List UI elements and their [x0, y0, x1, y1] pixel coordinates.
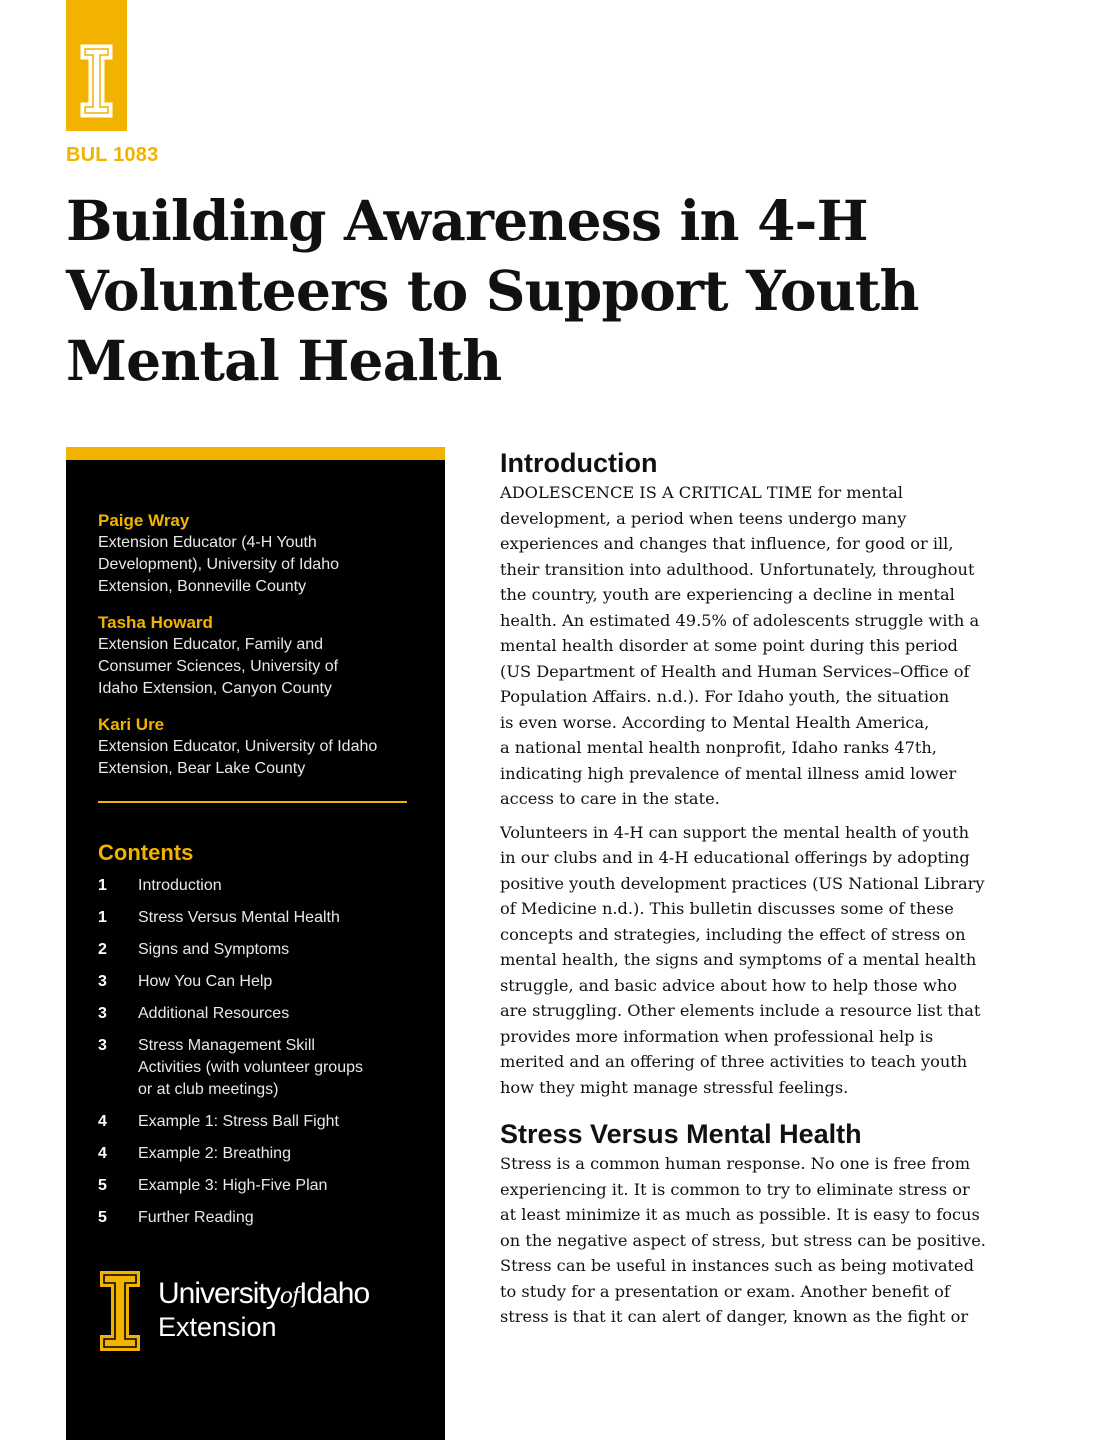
toc-item-additional-resources[interactable]: [98, 1003, 418, 1025]
author-affiliation: Consumer Sciences, University of: [98, 658, 339, 675]
toc-page-number: 3: [98, 1037, 107, 1054]
paragraph: Volunteers in 4-H can support the mental health of youth in our clubs and in 4-H educational offerings by adopting positive youth development practices (US National Library of Medicine n.d.). This bulletin discusses some of these concepts and strategies, including the effect of stress on mental health, the signs and symptoms of a mental health struggle, and basic advice about how to help those who are struggling. Other elements include a resource list that provides more information when professional help is merited and an offering of three activities to teach youth how they might manage stressful feelings.: [500, 822, 985, 1097]
title-line: Building Awareness in 4-H: [66, 188, 868, 253]
toc-item-example-2[interactable]: [98, 1143, 418, 1165]
toc-item-stress-versus-mental-health[interactable]: [98, 907, 418, 929]
toc-label: Example 1: Stress Ball Fight: [138, 1113, 339, 1130]
idaho-block-i-icon: [98, 1269, 142, 1353]
toc-item-introduction[interactable]: [98, 875, 418, 897]
toc-label: Example 3: High-Five Plan: [138, 1177, 328, 1194]
toc-page-number: 5: [98, 1177, 107, 1194]
bulletin-number: BUL 1083: [66, 144, 159, 166]
paragraph: ADOLESCENCE IS A CRITICAL TIME for mental development, a period when teens undergo many experiences and changes that influence, for good or ill, their transition into adulthood. Unfortunately, throughout the country, youth are experiencing a decline in mental health. An estimated 49.5% of adolescents struggle with a mental health disorder at some point during this period (US Department of Health and Human Services–Office of Population Affairs. n.d.). For Idaho youth, the situation is even worse. According to Mental Health America, a national mental health nonprofit, Idaho ranks 47th, indicating high prevalence of mental illness amid lower access to care in the state.: [500, 483, 980, 808]
section-heading-introduction: Introduction: [500, 448, 658, 478]
toc-label: How You Can Help: [138, 973, 273, 990]
university-logo: [98, 1269, 418, 1359]
toc-page-number: 5: [98, 1209, 107, 1226]
toc-page-number: 3: [98, 1005, 107, 1022]
toc-item-signs-and-symptoms[interactable]: [98, 939, 418, 961]
author-affiliation: Extension Educator, University of Idaho: [98, 738, 378, 755]
author-affiliation: Idaho Extension, Canyon County: [98, 680, 332, 697]
author-name: Kari Ure: [98, 715, 165, 734]
author-affiliation: Extension, Bonneville County: [98, 578, 307, 595]
toc-item-example-3[interactable]: [98, 1175, 418, 1197]
toc-item-how-you-can-help[interactable]: [98, 971, 418, 993]
main-content: [500, 446, 990, 1330]
title-line: Mental Health: [66, 328, 502, 393]
page-title: [66, 186, 966, 396]
author-affiliation: Extension Educator (4-H Youth: [98, 534, 317, 551]
author-name: Tasha Howard: [98, 613, 213, 632]
contents-title: Contents: [98, 840, 194, 865]
toc-page-number: 1: [98, 909, 107, 926]
toc-label: Example 2: Breathing: [138, 1145, 291, 1162]
toc-page-number: 4: [98, 1113, 107, 1130]
author-name: Paige Wray: [98, 511, 190, 530]
toc-page-number: 4: [98, 1145, 107, 1162]
toc-label: Stress Versus Mental Health: [138, 909, 340, 926]
brand-subtitle: Extension: [158, 1312, 277, 1342]
toc-page-number: 1: [98, 877, 107, 894]
sidebar-divider: [98, 801, 407, 803]
author-affiliation: Extension, Bear Lake County: [98, 760, 306, 777]
logo-tab: [66, 0, 127, 131]
brand-name: UniversityofIdaho: [158, 1277, 370, 1310]
author: [98, 612, 428, 700]
toc-label: Additional Resources: [138, 1005, 290, 1022]
author: [98, 510, 428, 598]
toc-label: Stress Management Skill Activities (with volunteer groups or at club meetings): [138, 1037, 363, 1098]
toc-item-further-reading[interactable]: [98, 1207, 418, 1229]
section-heading-stress-versus-mental-health: Stress Versus Mental Health: [500, 1119, 862, 1149]
toc-page-number: 3: [98, 973, 107, 990]
toc-label: Introduction: [138, 877, 222, 894]
author-affiliation: Extension Educator, Family and: [98, 636, 324, 653]
idaho-block-i-icon: [78, 42, 115, 120]
title-line: Volunteers to Support Youth: [66, 258, 919, 323]
toc-label: Signs and Symptoms: [138, 941, 290, 958]
author: [98, 714, 428, 780]
author-affiliation: Development), University of Idaho: [98, 556, 339, 573]
paragraph: Stress is a common human response. No one is free from experiencing it. It is common to try to eliminate stress or at least minimize it as much as possible. It is easy to focus on the negative aspect of stress, but stress can be positive. Stress can be useful in instances such as being motivated to study for a presentation or exam. Another benefit of stress is that it can alert of danger, known as the fight or: [500, 1154, 986, 1326]
toc-label: Further Reading: [138, 1209, 254, 1226]
toc-item-stress-management-activities[interactable]: [98, 1035, 418, 1101]
table-of-contents: [98, 875, 418, 1239]
sidebar: [66, 447, 445, 1440]
toc-item-example-1[interactable]: [98, 1111, 418, 1133]
author-list: [98, 510, 428, 794]
toc-page-number: 2: [98, 941, 107, 958]
